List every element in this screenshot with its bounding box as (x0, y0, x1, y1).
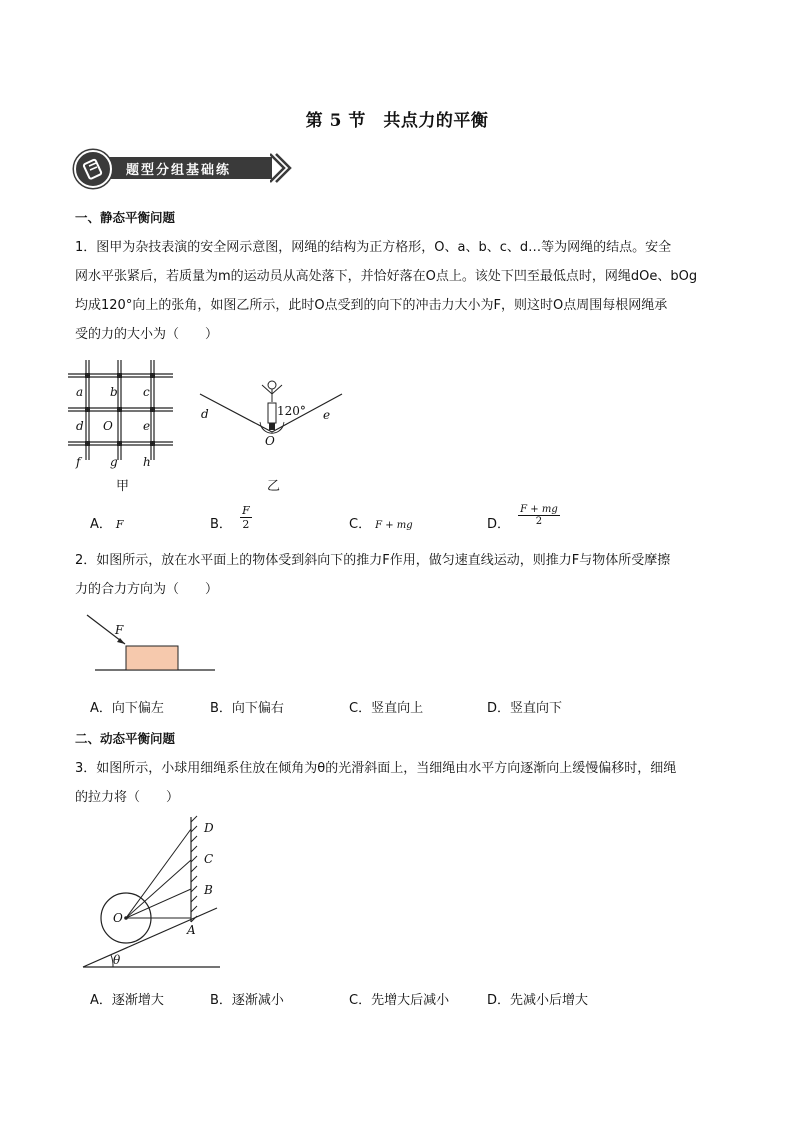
grid-label-g: g (110, 455, 118, 469)
option-letter: A． (90, 993, 112, 1008)
option-text: 竖直向下 (510, 701, 563, 716)
rope-label-d: d (201, 407, 209, 421)
point-label-b: B (204, 883, 213, 897)
q3-line: 的拉力将（ ） (75, 790, 180, 805)
grid-label-f: f (76, 455, 81, 469)
option-letter: D． (487, 701, 511, 716)
option-letter: C． (349, 517, 372, 532)
point-label-c: C (204, 852, 214, 866)
q3-option-a[interactable] (90, 989, 164, 1008)
banner-label: 题型分组基础练 (126, 163, 232, 178)
option-numerator: F + mg (520, 504, 558, 515)
option-text: 先减小后增大 (510, 993, 589, 1008)
q2-option-d[interactable] (487, 697, 562, 716)
q2-line: 2．如图所示，放在水平面上的物体受到斜向下的推力F作用，做匀速直线运动，则推力F与物体所受摩擦 (75, 553, 671, 568)
pushed-block (126, 646, 178, 670)
option-text: F (115, 518, 124, 531)
grid-label-h: h (143, 455, 151, 469)
question-3-text (75, 754, 725, 812)
q1-option-b[interactable] (210, 504, 252, 531)
q3-line: 3．如图所示，小球用细绳系住放在倾角为θ的光滑斜面上，当细绳由水平方向逐渐向上缓慢偏移时，细绳 (75, 761, 677, 776)
q1-line: 1．图甲为杂技表演的安全网示意图，网绳的结构为正方格形，O、a、b、c、d…等为网绳的结点。安全 (75, 240, 672, 255)
force-label: F (115, 623, 124, 637)
banner-scroll-icon (74, 150, 112, 188)
angle-label-theta: θ (113, 953, 121, 967)
option-text: 向下偏左 (111, 701, 164, 716)
option-denominator: 2 (242, 518, 250, 531)
option-letter: A． (90, 517, 112, 532)
page-title: 第 5 节 共点力的平衡 (305, 111, 489, 131)
figure-caption-yi: 乙 (267, 479, 281, 494)
option-letter: A． (90, 701, 112, 716)
grid-label-o: O (103, 419, 113, 433)
option-text: 逐渐减小 (231, 993, 284, 1008)
option-letter: C． (349, 701, 372, 716)
figure-caption-jia: 甲 (116, 479, 130, 494)
angle-label: 120° (277, 404, 306, 418)
option-denominator: 2 (535, 516, 543, 527)
option-text: 先增大后减小 (371, 993, 450, 1008)
q3-option-b[interactable] (210, 989, 284, 1008)
point-label-a: A (187, 923, 196, 937)
q3-option-d[interactable] (487, 989, 588, 1008)
grid-label-d: d (76, 419, 84, 433)
q2-option-b[interactable] (210, 697, 284, 716)
option-letter: B． (210, 993, 232, 1008)
option-letter: C． (349, 993, 372, 1008)
q1-line: 网水平张紧后，若质量为m的运动员从高处落下，并恰好落在O点上。该处下凹至最低点时，网绳dOe、bOg (75, 269, 698, 284)
section-banner (74, 150, 296, 186)
section-heading-static: 一、静态平衡问题 (75, 210, 176, 225)
option-letter: D． (487, 993, 511, 1008)
q1-line: 受的力的大小为（ ） (75, 327, 219, 342)
option-text: 竖直向上 (371, 701, 424, 716)
ball-incline-figure (80, 812, 225, 972)
option-letter: B． (210, 701, 232, 716)
q2-line: 力的合力方向为（ ） (75, 582, 219, 597)
point-label-d: D (204, 821, 214, 835)
net-grid-figure (68, 360, 178, 495)
q2-option-c[interactable] (349, 697, 423, 716)
option-letter: B． (210, 517, 232, 532)
question-1-text (75, 233, 725, 349)
point-label-o: O (113, 911, 123, 925)
rope-label-e: e (323, 408, 331, 422)
block-push-figure (85, 612, 220, 682)
grid-label-e: e (143, 419, 151, 433)
q1-option-c[interactable] (349, 513, 413, 532)
q3-option-c[interactable] (349, 989, 449, 1008)
option-numerator: F (242, 504, 250, 517)
question-2-text (75, 546, 725, 604)
option-text: F + mg (375, 520, 413, 531)
q1-line: 均成120°向上的张角，如图乙所示，此时O点受到的向下的冲击力大小为F，则这时O点周围每根网绳承 (75, 298, 668, 313)
option-letter: D． (487, 517, 511, 532)
section-heading-dynamic: 二、动态平衡问题 (75, 731, 176, 746)
option-text: 逐渐增大 (111, 993, 164, 1008)
grid-label-c: c (143, 385, 150, 399)
grid-label-a: a (76, 385, 84, 399)
banner-stripes (270, 152, 294, 184)
rope-v-figure (195, 372, 350, 497)
q1-option-a[interactable] (90, 513, 124, 532)
q1-option-d[interactable] (487, 504, 560, 532)
q2-option-a[interactable] (90, 697, 164, 716)
option-text: 向下偏右 (231, 701, 284, 716)
rope-label-o: O (265, 434, 275, 448)
grid-label-b: b (110, 385, 118, 399)
